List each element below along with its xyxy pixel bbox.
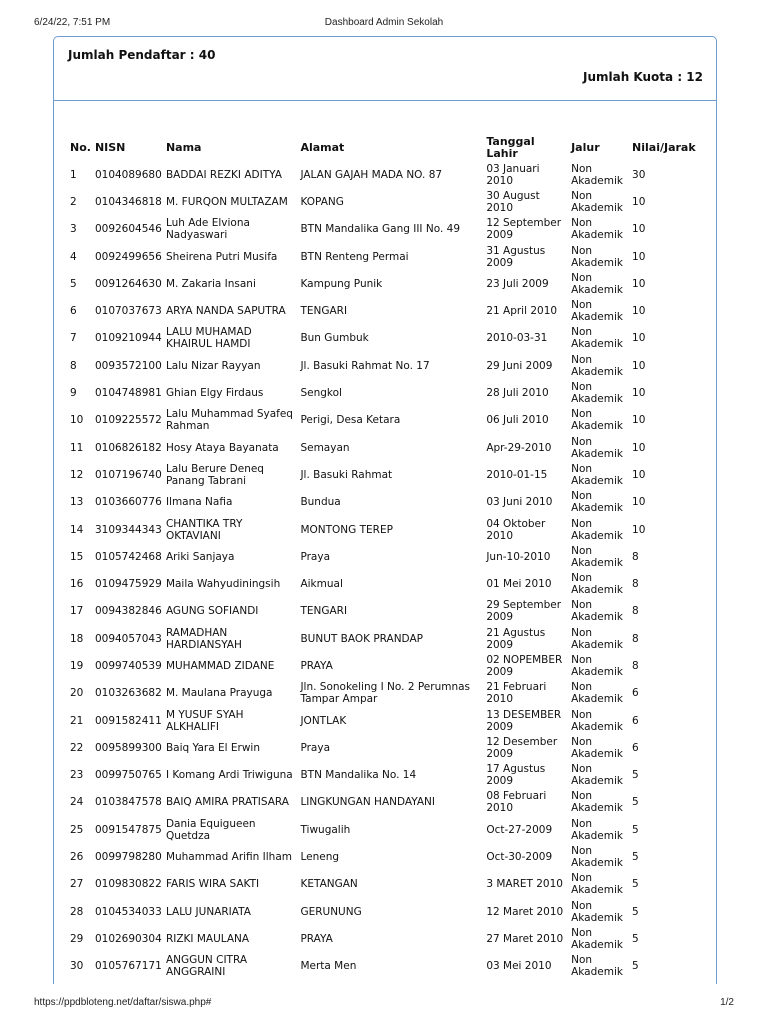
registrant-card — [53, 36, 717, 984]
cell-tanggal: 17 Agustus 2009 — [486, 763, 546, 788]
col-header-no: No. — [70, 141, 91, 154]
cell-no: 2 — [70, 195, 77, 208]
cell-nisn: 0094057043 — [94, 632, 162, 645]
cell-nama: ARYA NANDA SAPUTRA — [165, 305, 286, 318]
table-row — [68, 925, 704, 952]
cell-tanggal: Jun-10-2010 — [486, 550, 551, 563]
cell-alamat: Jln. Sonokeling I No. 2 Perumnas Tampar Ampar — [300, 681, 471, 706]
cell-tanggal: 03 Juni 2010 — [486, 496, 553, 509]
cell-jalur: Non Akademik — [571, 353, 623, 378]
cell-no: 23 — [70, 769, 84, 782]
cell-nisn: 0099798280 — [94, 851, 162, 864]
cell-jalur: Non Akademik — [571, 735, 623, 760]
cell-no: 11 — [70, 441, 84, 454]
cell-nilai: 10 — [632, 387, 646, 400]
cell-no: 4 — [70, 250, 77, 263]
cell-alamat: MONTONG TEREP — [300, 523, 393, 536]
cell-nisn: 0105742468 — [94, 550, 162, 563]
cell-nilai: 8 — [632, 659, 639, 672]
cell-tanggal: 12 Maret 2010 — [486, 905, 564, 918]
table-row — [68, 652, 704, 679]
cell-no: 16 — [70, 578, 84, 591]
cell-alamat: JONTLAK — [300, 714, 347, 727]
table-row — [68, 434, 704, 461]
cell-no: 18 — [70, 632, 84, 645]
cell-jalur: Non Akademik — [571, 653, 623, 678]
cell-nilai: 5 — [632, 878, 639, 891]
cell-nisn: 0091582411 — [94, 714, 162, 727]
cell-tanggal: 03 Januari 2010 — [486, 162, 540, 187]
cell-no: 25 — [70, 823, 84, 836]
cell-jalur: Non Akademik — [571, 408, 623, 433]
table-row — [68, 188, 704, 215]
table-row — [68, 843, 704, 870]
cell-tanggal: 12 September 2009 — [486, 217, 562, 242]
cell-no: 9 — [70, 387, 77, 400]
cell-jalur: Non Akademik — [571, 845, 623, 870]
cell-nisn: 0104748981 — [94, 387, 162, 400]
cell-nama: BADDAI REZKI ADITYA — [165, 168, 282, 181]
cell-nama: M. Zakaria Insani — [165, 277, 256, 290]
cell-nisn: 0103847578 — [94, 796, 162, 809]
cell-nisn: 0105767171 — [94, 960, 162, 973]
cell-nama: Ariki Sanjaya — [165, 550, 235, 563]
cell-no: 29 — [70, 932, 84, 945]
table-row — [68, 379, 704, 406]
cell-nilai: 8 — [632, 550, 639, 563]
cell-nama: LALU MUHAMAD KHAIRUL HAMDI — [165, 326, 252, 351]
print-page-number: 1/2 — [720, 997, 734, 1008]
cell-no: 13 — [70, 496, 84, 509]
cell-nilai: 6 — [632, 687, 639, 700]
cell-nama: BAIQ AMIRA PRATISARA — [165, 796, 289, 809]
cell-alamat: TENGARI — [300, 305, 348, 318]
cell-nilai: 10 — [632, 496, 646, 509]
cell-tanggal: 2010-01-15 — [486, 468, 548, 481]
cell-tanggal: 21 Februari 2010 — [486, 681, 547, 706]
cell-no: 3 — [70, 223, 77, 236]
cell-nilai: 8 — [632, 578, 639, 591]
cell-jalur: Non Akademik — [571, 872, 623, 897]
table-row — [68, 898, 704, 925]
cell-nisn: 0104346818 — [94, 195, 162, 208]
cell-nilai: 10 — [632, 414, 646, 427]
cell-nisn: 0109225572 — [94, 414, 162, 427]
cell-alamat: Praya — [300, 550, 330, 563]
table-row — [68, 734, 704, 761]
cell-nilai: 10 — [632, 332, 646, 345]
cell-nilai: 30 — [632, 168, 646, 181]
table-row — [68, 816, 704, 843]
cell-alamat: Bun Gumbuk — [300, 332, 369, 345]
cell-no: 28 — [70, 905, 84, 918]
cell-alamat: TENGARI — [300, 605, 348, 618]
cell-nisn: 0103263682 — [94, 687, 162, 700]
cell-no: 21 — [70, 714, 84, 727]
cell-nilai: 10 — [632, 250, 646, 263]
cell-tanggal: 12 Desember 2009 — [486, 735, 558, 760]
table-row — [68, 352, 704, 379]
cell-no: 20 — [70, 687, 84, 700]
cell-nilai: 5 — [632, 905, 639, 918]
table-row — [68, 243, 704, 270]
cell-alamat: BTN Renteng Permai — [300, 250, 409, 263]
cell-alamat: BTN Mandalika No. 14 — [300, 769, 417, 782]
table-row — [68, 707, 704, 734]
cell-nisn: 0095899300 — [94, 741, 162, 754]
cell-alamat: Merta Men — [300, 960, 357, 973]
cell-no: 7 — [70, 332, 77, 345]
cell-jalur: Non Akademik — [571, 435, 623, 460]
cell-nisn: 3109344343 — [94, 523, 162, 536]
table-row — [68, 570, 704, 597]
table-row — [68, 871, 704, 898]
cell-jalur: Non Akademik — [571, 708, 623, 733]
cell-jalur: Non Akademik — [571, 926, 623, 951]
table-row — [68, 762, 704, 789]
cell-nama: Dania Equigueen Quetdza — [165, 817, 256, 842]
cell-alamat: JALAN GAJAH MADA NO. 87 — [300, 168, 443, 181]
cell-no: 22 — [70, 741, 84, 754]
cell-tanggal: 31 Agustus 2009 — [486, 244, 546, 269]
cell-tanggal: 21 Agustus 2009 — [486, 626, 546, 651]
cell-nama: M. FURQON MULTAZAM — [165, 195, 288, 208]
cell-alamat: Bundua — [300, 496, 341, 509]
cell-jalur: Non Akademik — [571, 162, 623, 187]
cell-no: 27 — [70, 878, 84, 891]
cell-no: 30 — [70, 960, 84, 973]
cell-alamat: BTN Mandalika Gang III No. 49 — [300, 223, 460, 236]
cell-nama: Ilmana Nafia — [165, 496, 233, 509]
cell-nilai: 10 — [632, 468, 646, 481]
print-datetime: 6/24/22, 7:51 PM — [34, 17, 111, 28]
cell-alamat: PRAYA — [300, 659, 333, 672]
cell-nilai: 8 — [632, 632, 639, 645]
cell-nama: RIZKI MAULANA — [165, 932, 250, 945]
table-row — [68, 161, 704, 188]
cell-jalur: Non Akademik — [571, 271, 623, 296]
cell-alamat: BUNUT BAOK PRANDAP — [300, 632, 423, 645]
cell-nama: Sheirena Putri Musifa — [165, 250, 278, 263]
cell-tanggal: 04 Oktober 2010 — [486, 517, 546, 542]
cell-nisn: 0109830822 — [94, 878, 162, 891]
cell-alamat: Sengkol — [300, 387, 342, 400]
col-header-alamat: Alamat — [300, 141, 345, 154]
cell-tanggal: Oct-30-2009 — [486, 851, 553, 864]
cell-jalur: Non Akademik — [571, 681, 623, 706]
quota-count: Jumlah Kuota : 12 — [582, 70, 703, 84]
cell-no: 10 — [70, 414, 84, 427]
cell-nisn: 0107196740 — [94, 468, 162, 481]
cell-nisn: 0102690304 — [94, 932, 162, 945]
cell-no: 1 — [70, 168, 77, 181]
cell-jalur: Non Akademik — [571, 189, 623, 214]
cell-jalur: Non Akademik — [571, 244, 623, 269]
cell-nama: Lalu Berure Deneq Panang Tabrani — [165, 462, 264, 487]
cell-nama: LALU JUNARIATA — [165, 905, 251, 918]
registrant-table — [68, 135, 704, 980]
cell-tanggal: 27 Maret 2010 — [486, 932, 564, 945]
cell-jalur: Non Akademik — [571, 381, 623, 406]
cell-no: 15 — [70, 550, 84, 563]
cell-no: 26 — [70, 851, 84, 864]
registrant-count: Jumlah Pendaftar : 40 — [68, 48, 216, 62]
cell-nama: RAMADHAN HARDIANSYAH — [165, 626, 242, 651]
cell-tanggal: Apr-29-2010 — [486, 441, 552, 454]
cell-nilai: 5 — [632, 851, 639, 864]
cell-nisn: 0094382846 — [94, 605, 162, 618]
cell-nilai: 10 — [632, 441, 646, 454]
print-url: https://ppdbloteng.net/daftar/siswa.php# — [34, 997, 212, 1008]
cell-tanggal: 29 September 2009 — [486, 599, 562, 624]
cell-nisn: 0109475929 — [94, 578, 162, 591]
cell-tanggal: 29 Juni 2009 — [486, 359, 553, 372]
cell-tanggal: 2010-03-31 — [486, 332, 548, 345]
cell-tanggal: 01 Mei 2010 — [486, 578, 552, 591]
cell-tanggal: 13 DESEMBER 2009 — [486, 708, 562, 733]
table-row — [68, 461, 704, 488]
cell-alamat: GERUNUNG — [300, 905, 362, 918]
cell-nisn: 0104534033 — [94, 905, 162, 918]
cell-no: 6 — [70, 305, 77, 318]
cell-nisn: 0091547875 — [94, 823, 162, 836]
cell-alamat: Jl. Basuki Rahmat No. 17 — [300, 359, 430, 372]
col-header-nama: Nama — [165, 141, 202, 154]
print-footer — [0, 997, 768, 1011]
cell-nama: FARIS WIRA SAKTI — [165, 878, 260, 891]
cell-nilai: 10 — [632, 223, 646, 236]
table-row — [68, 407, 704, 434]
cell-no: 5 — [70, 277, 77, 290]
cell-nama: Muhammad Arifin Ilham — [165, 851, 292, 864]
cell-nilai: 5 — [632, 960, 639, 973]
table-header-row — [68, 135, 704, 161]
cell-tanggal: 28 Juli 2010 — [486, 387, 549, 400]
cell-alamat: Jl. Basuki Rahmat — [300, 468, 393, 481]
cell-no: 17 — [70, 605, 84, 618]
cell-nilai: 10 — [632, 305, 646, 318]
cell-no: 12 — [70, 468, 84, 481]
table-row — [68, 516, 704, 543]
table-row — [68, 789, 704, 816]
cell-nama: M. Maulana Prayuga — [165, 687, 273, 700]
cell-nama: Maila Wahyudiningsih — [165, 578, 281, 591]
col-header-nilai: Nilai/Jarak — [632, 141, 696, 154]
cell-nama: I Komang Ardi Triwiguna — [165, 769, 293, 782]
col-header-nisn: NISN — [94, 141, 126, 154]
cell-nilai: 5 — [632, 823, 639, 836]
cell-jalur: Non Akademik — [571, 517, 623, 542]
table-row — [68, 216, 704, 243]
table-row — [68, 325, 704, 352]
cell-nisn: 0106826182 — [94, 441, 162, 454]
cell-no: 19 — [70, 659, 84, 672]
cell-tanggal: 21 April 2010 — [486, 305, 558, 318]
cell-nilai: 6 — [632, 714, 639, 727]
table-row — [68, 625, 704, 652]
cell-alamat: Tiwugalih — [300, 823, 351, 836]
card-header — [54, 37, 716, 101]
cell-alamat: Leneng — [300, 851, 340, 864]
cell-nilai: 5 — [632, 769, 639, 782]
print-page-title: Dashboard Admin Sekolah — [324, 17, 444, 28]
cell-alamat: Perigi, Desa Ketara — [300, 414, 401, 427]
cell-no: 14 — [70, 523, 84, 536]
cell-tanggal: Oct-27-2009 — [486, 823, 553, 836]
cell-alamat: Aikmual — [300, 578, 343, 591]
cell-jalur: Non Akademik — [571, 899, 623, 924]
cell-nilai: 10 — [632, 277, 646, 290]
cell-nama: ANGGUN CITRA ANGGRAINI — [165, 954, 248, 979]
cell-nilai: 10 — [632, 523, 646, 536]
cell-nama: Lalu Muhammad Syafeq Rahman — [165, 408, 293, 433]
cell-alamat: PRAYA — [300, 932, 333, 945]
cell-jalur: Non Akademik — [571, 599, 623, 624]
cell-no: 8 — [70, 359, 77, 372]
cell-jalur: Non Akademik — [571, 763, 623, 788]
table-row — [68, 270, 704, 297]
cell-alamat: Praya — [300, 741, 330, 754]
cell-nisn: 0107037673 — [94, 305, 162, 318]
cell-nisn: 0109210944 — [94, 332, 162, 345]
cell-nisn: 0092499656 — [94, 250, 162, 263]
cell-nama: Ghian Elgy Firdaus — [165, 387, 264, 400]
table-row — [68, 543, 704, 570]
cell-jalur: Non Akademik — [571, 790, 623, 815]
table-row — [68, 680, 704, 707]
cell-alamat: KETANGAN — [300, 878, 358, 891]
col-header-tanggal: Tanggal Lahir — [486, 135, 535, 160]
cell-nilai: 8 — [632, 605, 639, 618]
cell-nama: CHANTIKA TRY OKTAVIANI — [165, 517, 243, 542]
cell-nama: M YUSUF SYAH ALKHALIFI — [165, 708, 244, 733]
cell-nama: AGUNG SOFIANDI — [165, 605, 259, 618]
cell-nama: Luh Ade Elviona Nadyaswari — [165, 217, 250, 242]
cell-nilai: 5 — [632, 932, 639, 945]
cell-nisn: 0103660776 — [94, 496, 162, 509]
cell-tanggal: 08 Februari 2010 — [486, 790, 547, 815]
cell-jalur: Non Akademik — [571, 954, 623, 979]
cell-alamat: Kampung Punik — [300, 277, 383, 290]
table-row — [68, 598, 704, 625]
cell-tanggal: 3 MARET 2010 — [486, 878, 563, 891]
cell-nilai: 5 — [632, 796, 639, 809]
table-row — [68, 489, 704, 516]
cell-jalur: Non Akademik — [571, 462, 623, 487]
cell-jalur: Non Akademik — [571, 490, 623, 515]
cell-no: 24 — [70, 796, 84, 809]
cell-nilai: 10 — [632, 359, 646, 372]
print-header — [0, 17, 768, 31]
cell-jalur: Non Akademik — [571, 299, 623, 324]
cell-nisn: 0104089680 — [94, 168, 162, 181]
cell-nisn: 0091264630 — [94, 277, 162, 290]
cell-nilai: 6 — [632, 741, 639, 754]
cell-nisn: 0093572100 — [94, 359, 162, 372]
cell-nama: Lalu Nizar Rayyan — [165, 359, 261, 372]
cell-nama: Baiq Yara El Erwin — [165, 741, 260, 754]
table-row — [68, 953, 704, 980]
cell-nama: MUHAMMAD ZIDANE — [165, 659, 275, 672]
cell-jalur: Non Akademik — [571, 572, 623, 597]
cell-jalur: Non Akademik — [571, 326, 623, 351]
table-body — [68, 161, 704, 980]
cell-alamat: KOPANG — [300, 195, 344, 208]
cell-jalur: Non Akademik — [571, 544, 623, 569]
cell-tanggal: 23 Juli 2009 — [486, 277, 549, 290]
cell-tanggal: 30 August 2010 — [486, 189, 540, 214]
cell-nilai: 10 — [632, 195, 646, 208]
cell-tanggal: 02 NOPEMBER 2009 — [486, 653, 563, 678]
cell-nisn: 0092604546 — [94, 223, 162, 236]
cell-tanggal: 06 Juli 2010 — [486, 414, 549, 427]
cell-jalur: Non Akademik — [571, 217, 623, 242]
cell-jalur: Non Akademik — [571, 626, 623, 651]
cell-tanggal: 03 Mei 2010 — [486, 960, 552, 973]
cell-nisn: 0099740539 — [94, 659, 162, 672]
cell-nama: Hosy Ataya Bayanata — [165, 441, 279, 454]
col-header-jalur: Jalur — [571, 141, 600, 154]
cell-jalur: Non Akademik — [571, 817, 623, 842]
cell-nisn: 0099750765 — [94, 769, 162, 782]
cell-alamat: LINGKUNGAN HANDAYANI — [300, 796, 435, 809]
table-row — [68, 297, 704, 324]
cell-alamat: Semayan — [300, 441, 350, 454]
